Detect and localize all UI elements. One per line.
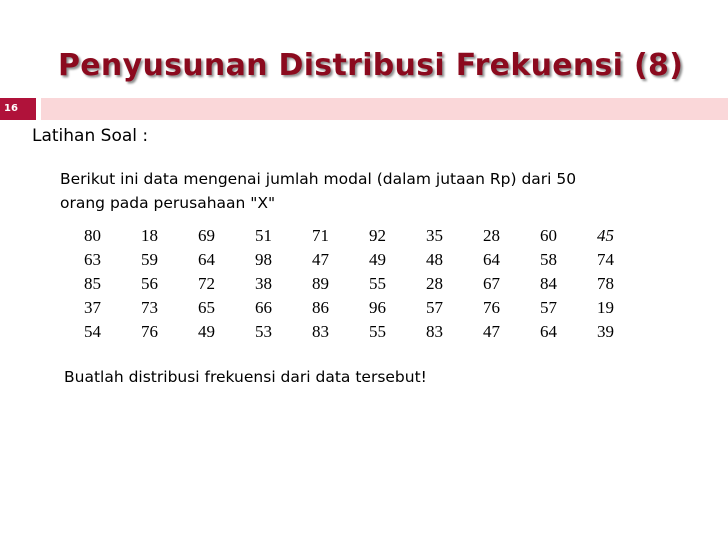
intro-line-2: orang pada perusahaan "X" (60, 194, 276, 212)
table-cell: 47 (483, 322, 500, 341)
table-cell: 56 (141, 274, 158, 293)
table-cell: 67 (483, 274, 500, 293)
table-cell: 59 (141, 250, 158, 269)
table-row (84, 248, 654, 272)
instruction-text: Buatlah distribusi frekuensi dari data tersebut! (64, 368, 427, 386)
table-cell: 76 (141, 322, 158, 341)
table-cell: 35 (426, 226, 443, 245)
table-cell: 39 (597, 322, 614, 341)
table-cell: 65 (198, 298, 215, 317)
table-cell: 92 (369, 226, 386, 245)
table-cell: 85 (84, 274, 101, 293)
table-cell: 28 (426, 274, 443, 293)
table-cell: 83 (426, 322, 443, 341)
table-cell: 74 (597, 250, 614, 269)
table-cell: 89 (312, 274, 329, 293)
table-cell: 60 (540, 226, 557, 245)
table-cell: 64 (198, 250, 215, 269)
slide-title: Penyusunan Distribusi Frekuensi (8) (58, 48, 684, 83)
table-cell: 57 (540, 298, 557, 317)
table-cell: 54 (84, 322, 101, 341)
data-table (84, 224, 654, 344)
table-cell: 96 (369, 298, 386, 317)
table-cell: 73 (141, 298, 158, 317)
table-cell: 48 (426, 250, 443, 269)
table-cell: 64 (540, 322, 557, 341)
table-cell: 98 (255, 250, 272, 269)
table-cell: 47 (312, 250, 329, 269)
table-cell: 49 (369, 250, 386, 269)
table-cell: 49 (198, 322, 215, 341)
table-cell: 71 (312, 226, 329, 245)
table-cell: 58 (540, 250, 557, 269)
table-cell: 66 (255, 298, 272, 317)
table-cell: 86 (312, 298, 329, 317)
table-cell: 37 (84, 298, 101, 317)
header-accent-bar (41, 98, 728, 120)
table-cell: 28 (483, 226, 500, 245)
table-cell: 38 (255, 274, 272, 293)
page-number: 16 (0, 98, 36, 120)
table-cell: 83 (312, 322, 329, 341)
table-cell: 45 (597, 226, 614, 245)
table-row (84, 320, 654, 344)
table-cell: 55 (369, 322, 386, 341)
table-cell: 80 (84, 226, 101, 245)
table-cell: 51 (255, 226, 272, 245)
table-row (84, 272, 654, 296)
table-cell: 18 (141, 226, 158, 245)
table-cell: 72 (198, 274, 215, 293)
section-label: Latihan Soal : (32, 126, 149, 146)
problem-intro (60, 167, 680, 215)
table-cell: 69 (198, 226, 215, 245)
table-row (84, 224, 654, 248)
table-cell: 63 (84, 250, 101, 269)
intro-line-1: Berikut ini data mengenai jumlah modal (dalam jutaan Rp) dari 50 (60, 170, 577, 188)
table-cell: 19 (597, 298, 614, 317)
table-cell: 55 (369, 274, 386, 293)
table-cell: 78 (597, 274, 614, 293)
table-cell: 57 (426, 298, 443, 317)
table-cell: 84 (540, 274, 557, 293)
table-cell: 53 (255, 322, 272, 341)
table-cell: 64 (483, 250, 500, 269)
table-row (84, 296, 654, 320)
table-cell: 76 (483, 298, 500, 317)
